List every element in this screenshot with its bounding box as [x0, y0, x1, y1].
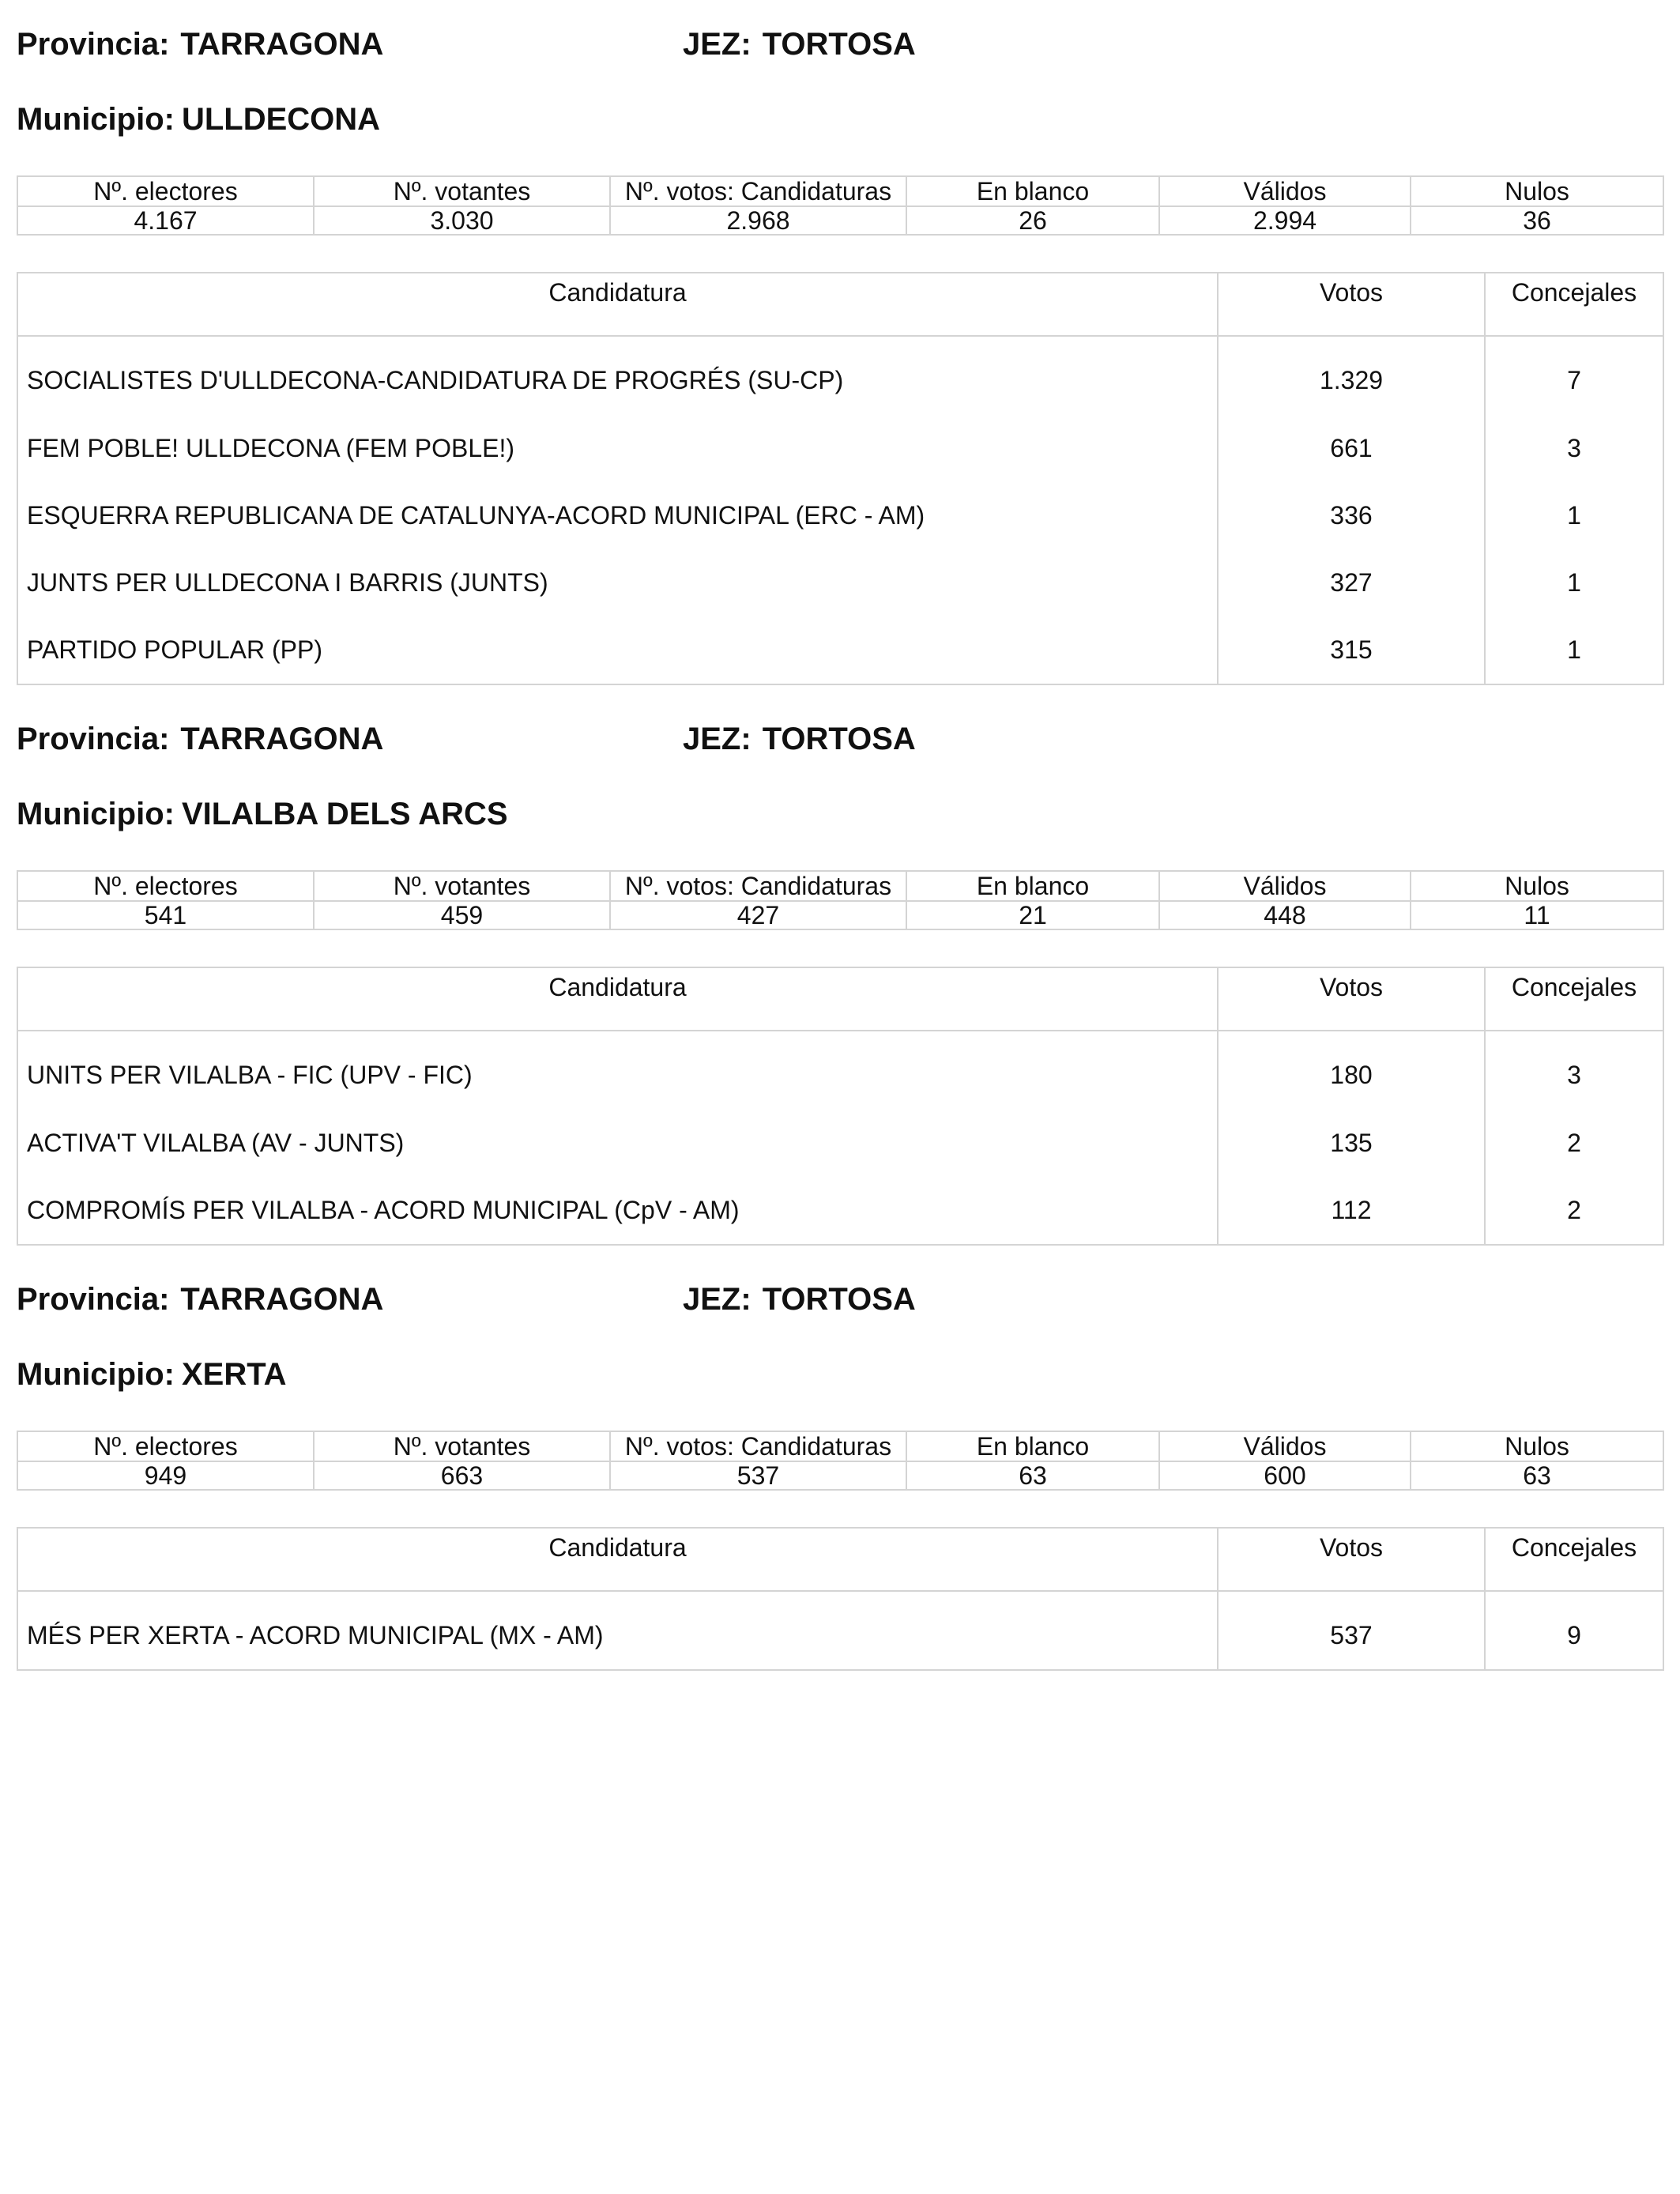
value-en-blanco: 21	[906, 901, 1159, 929]
summary-header-row	[17, 1431, 1663, 1461]
municipio-heading	[17, 795, 508, 833]
header-row	[17, 25, 1662, 63]
header-nulos: Nulos	[1411, 871, 1663, 901]
value-nulos: 36	[1411, 206, 1663, 235]
header-votos: Votos	[1218, 967, 1485, 1031]
jez-label: JEZ:	[683, 27, 751, 62]
value-validos: 448	[1159, 901, 1411, 929]
jez-value: TORTOSA	[762, 722, 916, 756]
summary-table	[17, 1431, 1664, 1491]
municipio-label: Municipio:	[17, 1357, 175, 1392]
value-votantes: 459	[314, 901, 610, 929]
provincia-heading	[17, 720, 383, 758]
cand-votos: 537	[1218, 1591, 1485, 1670]
header-votantes: Nº. votantes	[314, 176, 610, 206]
table-row	[17, 616, 1663, 684]
cand-votos: 327	[1218, 549, 1485, 616]
value-votantes: 3.030	[314, 206, 610, 235]
cand-concejales: 1	[1485, 549, 1663, 616]
jez-label: JEZ:	[683, 1282, 751, 1317]
value-votos-candidaturas: 537	[610, 1461, 906, 1490]
cand-concejales: 1	[1485, 482, 1663, 549]
cand-concejales: 3	[1485, 415, 1663, 482]
jez-label: JEZ:	[683, 722, 751, 756]
header-validos: Válidos	[1159, 176, 1411, 206]
provincia-value: TARRAGONA	[180, 722, 384, 756]
value-votos-candidaturas: 2.968	[610, 206, 906, 235]
table-row	[17, 1031, 1663, 1110]
value-en-blanco: 26	[906, 206, 1159, 235]
header-concejales: Concejales	[1485, 967, 1663, 1031]
header-row	[17, 1280, 1662, 1318]
provincia-heading	[17, 25, 383, 63]
header-votos-candidaturas: Nº. votos: Candidaturas	[610, 871, 906, 901]
candidaturas-table	[17, 272, 1664, 685]
cand-name: ESQUERRA REPUBLICANA DE CATALUNYA-ACORD MUNICIPAL (ERC - AM)	[17, 482, 1218, 549]
provincia-label: Provincia:	[17, 722, 170, 756]
table-row	[17, 1110, 1663, 1177]
cand-name: JUNTS PER ULLDECONA I BARRIS (JUNTS)	[17, 549, 1218, 616]
header-en-blanco: En blanco	[906, 871, 1159, 901]
municipio-value: ULLDECONA	[181, 102, 381, 137]
value-votos-candidaturas: 427	[610, 901, 906, 929]
header-row	[17, 720, 1662, 758]
header-electores: Nº. electores	[17, 1431, 314, 1461]
provincia-value: TARRAGONA	[180, 1282, 384, 1317]
cand-votos: 135	[1218, 1110, 1485, 1177]
header-candidatura: Candidatura	[17, 1528, 1218, 1591]
jez-heading	[683, 25, 916, 63]
header-votos-candidaturas: Nº. votos: Candidaturas	[610, 176, 906, 206]
cand-header-row	[17, 1528, 1663, 1591]
provincia-label: Provincia:	[17, 27, 170, 62]
cand-concejales: 1	[1485, 616, 1663, 684]
table-row	[17, 336, 1663, 415]
header-votos: Votos	[1218, 1528, 1485, 1591]
summary-values-row	[17, 1461, 1663, 1490]
value-nulos: 11	[1411, 901, 1663, 929]
header-votos-candidaturas: Nº. votos: Candidaturas	[610, 1431, 906, 1461]
value-nulos: 63	[1411, 1461, 1663, 1490]
municipio-label: Municipio:	[17, 797, 175, 831]
header-candidatura: Candidatura	[17, 273, 1218, 336]
summary-header-row	[17, 176, 1663, 206]
cand-name: UNITS PER VILALBA - FIC (UPV - FIC)	[17, 1031, 1218, 1110]
jez-heading	[683, 720, 916, 758]
table-row	[17, 1591, 1663, 1670]
jez-heading	[683, 1280, 916, 1318]
table-row	[17, 482, 1663, 549]
cand-concejales: 2	[1485, 1110, 1663, 1177]
header-votos: Votos	[1218, 273, 1485, 336]
candidaturas-table	[17, 1527, 1664, 1671]
cand-votos: 112	[1218, 1177, 1485, 1245]
cand-concejales: 9	[1485, 1591, 1663, 1670]
value-electores: 949	[17, 1461, 314, 1490]
cand-name: PARTIDO POPULAR (PP)	[17, 616, 1218, 684]
municipio-value: VILALBA DELS ARCS	[181, 797, 508, 831]
cand-votos: 315	[1218, 616, 1485, 684]
municipio-heading	[17, 100, 380, 138]
cand-concejales: 7	[1485, 336, 1663, 415]
summary-table	[17, 175, 1664, 236]
header-nulos: Nulos	[1411, 1431, 1663, 1461]
header-validos: Válidos	[1159, 871, 1411, 901]
municipio-value: XERTA	[181, 1357, 287, 1392]
header-validos: Válidos	[1159, 1431, 1411, 1461]
cand-header-row	[17, 967, 1663, 1031]
jez-value: TORTOSA	[762, 27, 916, 62]
cand-name: COMPROMÍS PER VILALBA - ACORD MUNICIPAL (CpV - AM)	[17, 1177, 1218, 1245]
cand-concejales: 2	[1485, 1177, 1663, 1245]
value-validos: 600	[1159, 1461, 1411, 1490]
value-electores: 4.167	[17, 206, 314, 235]
table-row	[17, 415, 1663, 482]
header-candidatura: Candidatura	[17, 967, 1218, 1031]
value-votantes: 663	[314, 1461, 610, 1490]
table-row	[17, 549, 1663, 616]
cand-votos: 1.329	[1218, 336, 1485, 415]
cand-votos: 180	[1218, 1031, 1485, 1110]
cand-concejales: 3	[1485, 1031, 1663, 1110]
cand-header-row	[17, 273, 1663, 336]
summary-values-row	[17, 901, 1663, 929]
provincia-value: TARRAGONA	[180, 27, 384, 62]
cand-name: SOCIALISTES D'ULLDECONA-CANDIDATURA DE PROGRÉS (SU-CP)	[17, 336, 1218, 415]
cand-votos: 336	[1218, 482, 1485, 549]
cand-votos: 661	[1218, 415, 1485, 482]
cand-name: FEM POBLE! ULLDECONA (FEM POBLE!)	[17, 415, 1218, 482]
header-concejales: Concejales	[1485, 1528, 1663, 1591]
header-votantes: Nº. votantes	[314, 871, 610, 901]
cand-name: ACTIVA'T VILALBA (AV - JUNTS)	[17, 1110, 1218, 1177]
cand-name: MÉS PER XERTA - ACORD MUNICIPAL (MX - AM)	[17, 1591, 1218, 1670]
table-row	[17, 1177, 1663, 1245]
municipio-heading	[17, 1355, 287, 1393]
header-en-blanco: En blanco	[906, 176, 1159, 206]
summary-header-row	[17, 871, 1663, 901]
jez-value: TORTOSA	[762, 1282, 916, 1317]
header-nulos: Nulos	[1411, 176, 1663, 206]
summary-table	[17, 870, 1664, 930]
value-electores: 541	[17, 901, 314, 929]
candidaturas-table	[17, 967, 1664, 1246]
header-concejales: Concejales	[1485, 273, 1663, 336]
municipio-label: Municipio:	[17, 102, 175, 137]
provincia-label: Provincia:	[17, 1282, 170, 1317]
value-validos: 2.994	[1159, 206, 1411, 235]
value-en-blanco: 63	[906, 1461, 1159, 1490]
header-electores: Nº. electores	[17, 176, 314, 206]
summary-values-row	[17, 206, 1663, 235]
header-en-blanco: En blanco	[906, 1431, 1159, 1461]
header-electores: Nº. electores	[17, 871, 314, 901]
header-votantes: Nº. votantes	[314, 1431, 610, 1461]
provincia-heading	[17, 1280, 383, 1318]
